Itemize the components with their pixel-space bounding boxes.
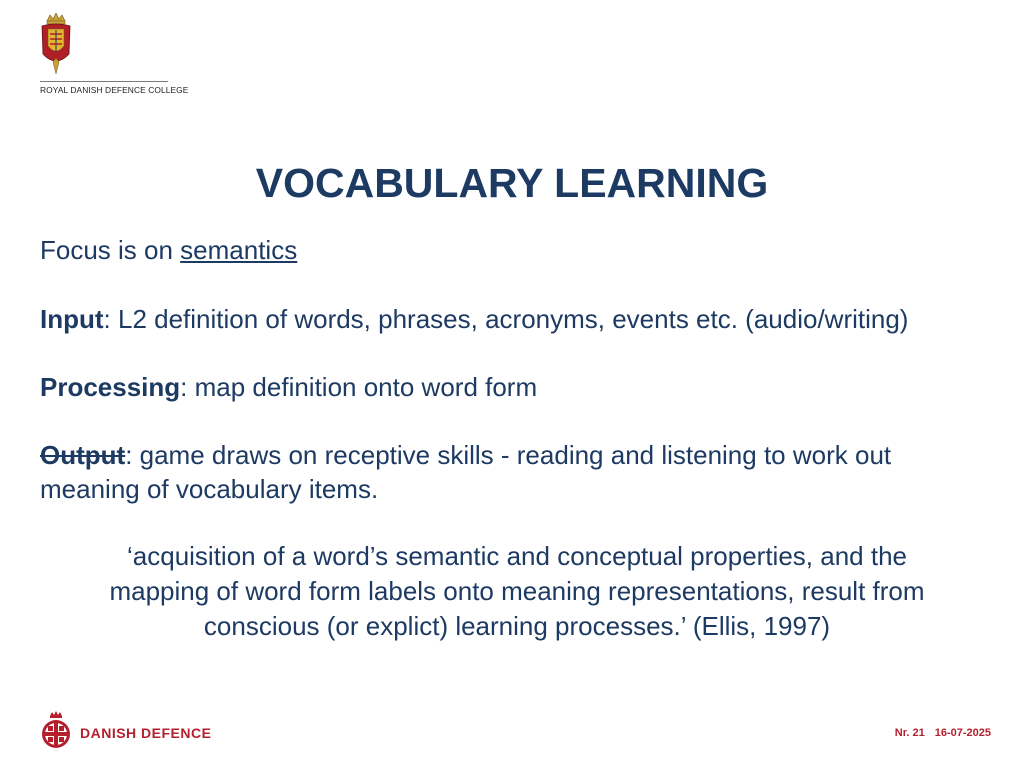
processing-text: : map definition onto word form [180, 372, 538, 402]
quote-line: mapping of word form labels onto meaning representations, result from [109, 576, 925, 606]
input-label: Input [40, 304, 104, 334]
focus-line [40, 233, 297, 267]
footer-meta [895, 727, 991, 739]
college-name: ROYAL DANISH DEFENCE COLLEGE [40, 85, 189, 95]
processing-line [40, 370, 537, 404]
ellis-quote [0, 539, 1024, 644]
output-line [40, 438, 891, 472]
input-line [40, 302, 908, 336]
output-label: Output [40, 440, 126, 470]
danish-defence-cross-icon [40, 710, 72, 750]
slide-number: Nr. 21 [894, 727, 925, 739]
processing-label: Processing [40, 372, 181, 402]
quote-line: ‘acquisition of a word’s semantic and conceptual properties, and the [127, 541, 907, 571]
royal-crest-icon [38, 12, 74, 76]
input-text: : L2 definition of words, phrases, acronyms, events etc. (audio/writing) [103, 304, 909, 334]
danish-defence-brand: DANISH DEFENCE [80, 725, 212, 741]
output-text: : game draws on receptive skills - reading and listening to work out [125, 440, 892, 470]
slide-title: VOCABULARY LEARNING [255, 160, 769, 206]
header-divider [40, 81, 168, 82]
slide-date: 16-07-2025 [934, 727, 991, 739]
quote-line: conscious (or explict) learning processes.’ (Ellis, 1997) [203, 611, 831, 641]
focus-prefix: Focus is on [40, 235, 181, 265]
output-line-continued: meaning of vocabulary items. [40, 474, 379, 504]
focus-keyword: semantics [180, 235, 298, 265]
